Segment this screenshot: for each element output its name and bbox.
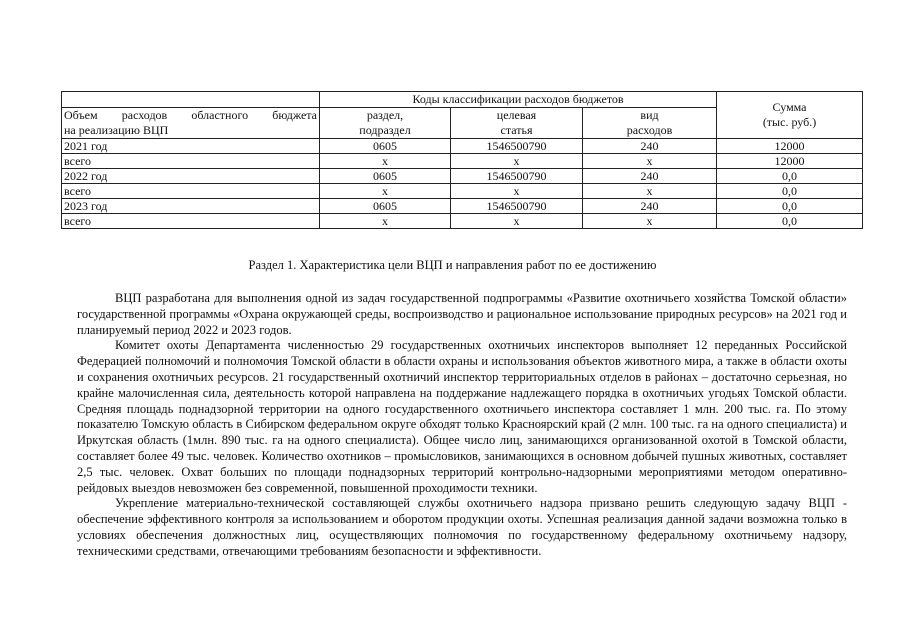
body-text [77,291,847,560]
section-header-line2: подраздел [359,123,411,137]
row-target: x [451,214,583,229]
row-sum: 12000 [717,139,863,154]
row-label: 2022 год [62,169,320,184]
row-label: 2021 год [62,139,320,154]
row-target: 1546500790 [451,139,583,154]
type-header [583,108,717,139]
row-type: 240 [583,169,717,184]
table-row [62,214,863,229]
table-row [62,154,863,169]
row-sum: 12000 [717,154,863,169]
row-section: 0605 [320,199,451,214]
table-row [62,199,863,214]
first-col-header-line1: Объем расходов областного бюджета [64,108,317,122]
row-label: всего [62,184,320,199]
sum-header-line1: Сумма [772,100,807,114]
section-header [320,108,451,139]
first-col-header-line2: на реализацию ВЦП [64,123,169,137]
row-target: x [451,184,583,199]
type-header-line1: вид [640,108,659,122]
row-section: 0605 [320,139,451,154]
row-type: x [583,214,717,229]
row-section: 0605 [320,169,451,184]
paragraph: Укрепление материально-технической составляющей службы охотничьего надзора призвано решить следующую задачу ВЦП - обеспечение эффективного контроля за использованием и оборотом продукции охоты. Успешная реализация данной задачи возможна только в условиях обеспечения должностных лиц, осуществляющих полномочия по государственному федеральному охотничьему надзору, техническими средствами, отвечающими требованиям безопасности и эффективности. [77,496,847,558]
target-header [451,108,583,139]
sum-header-line2: (тыс. руб.) [762,115,817,129]
header-corner-cell [62,92,320,108]
row-target: 1546500790 [451,169,583,184]
row-sum: 0,0 [717,169,863,184]
row-target: x [451,154,583,169]
row-label: всего [62,214,320,229]
section-title: Раздел 1. Характеристика цели ВЦП и направления работ по ее достижению [248,258,657,272]
row-section: x [320,184,451,199]
table-row [62,169,863,184]
row-section: x [320,154,451,169]
table-row [62,139,863,154]
paragraph: Комитет охоты Департамента численностью 29 государственных охотничьих инспекторов выполняет 12 переданных Российской Федерацией полномочий и полномочия Томской области в области охраны и использования объектов животного мира, а также в области охоты и сохранения охотничьих ресурсов. 21 государственный охотничий инспектор территориальных отделов в районах – достаточно серьезная, но крайне малочисленная сила, деятельность которой направлена на поддержание надлежащего порядка в охотничьих угодьях Томской области. Средняя площадь поднадзорной территории на одного государственного охотничьего инспектора составляет 1 млн. 200 тыс. га. По этому показателю Томскую область в Сибирском федеральном округе обходят только Красноярский край (2 млн. 100 тыс. га на одного специалиста) и Иркутская область (1млн. 890 тыс. га на одного специалиста). Общее число лиц, занимающихся организованной охотой в Томской области, составляет более 49 тыс. человек. Количество охотников – промысловиков, занимающихся в основном добычей пушных животных, составляет 2,5 тыс. человек. Охват больших по площади поднадзорных территорий контрольно-надзорными мероприятиями методом оперативно-рейдовых выездов невозможен без современной, повышенной проходимости техники. [77,338,847,495]
sum-header [717,92,863,139]
paragraph: ВЦП разработана для выполнения одной из задач государственной подпрограммы «Развитие охотничьего хозяйства Томской области» государственной программы «Охрана окружающей среды, воспроизводство и рациональное использование природных ресурсов» на 2021 год и планируемый период 2022 и 2023 годов. [77,291,847,337]
row-target: 1546500790 [451,199,583,214]
row-label: 2023 год [62,199,320,214]
budget-table [61,91,863,229]
section-header-line1: раздел, [366,108,404,122]
row-section: x [320,214,451,229]
target-header-line1: целевая [496,108,537,122]
table-header-row [62,92,863,108]
row-type: 240 [583,139,717,154]
target-header-line2: статья [500,123,533,137]
row-label: всего [62,154,320,169]
row-sum: 0,0 [717,214,863,229]
codes-group-header: Коды классификации расходов бюджетов [320,92,717,108]
type-header-line2: расходов [626,123,673,137]
row-sum: 0,0 [717,199,863,214]
row-type: 240 [583,199,717,214]
table-row [62,184,863,199]
row-sum: 0,0 [717,184,863,199]
first-col-header [62,108,320,139]
row-type: x [583,154,717,169]
row-type: x [583,184,717,199]
